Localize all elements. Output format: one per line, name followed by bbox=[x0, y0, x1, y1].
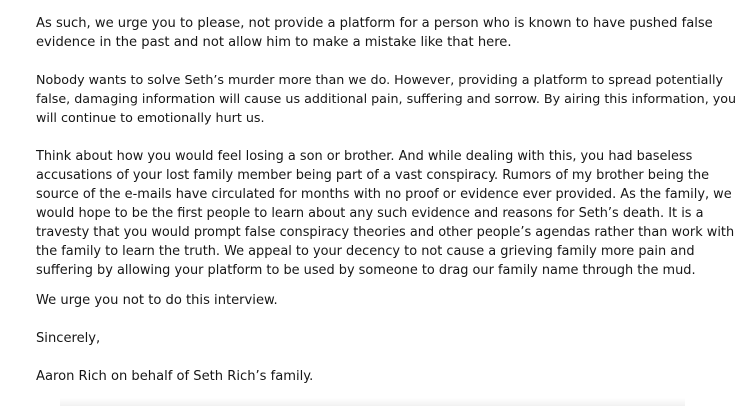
text-line: Aaron Rich on behalf of Seth Rich’s family. bbox=[36, 369, 314, 384]
text-line: suffering by allowing your platform to be used by someone to drag our family name through the mud. bbox=[36, 263, 696, 278]
text-line: evidence in the past and not allow him to make a mistake like that here. bbox=[36, 35, 512, 50]
page-bottom-shadow bbox=[60, 398, 685, 406]
text-line: accusations of your lost family member being part of a vast conspiracy. Rumors of my brother being the bbox=[36, 168, 710, 183]
text-line: source of the e-mails have circulated for months with no proof or evidence ever provided. As the family, we bbox=[36, 187, 732, 202]
text-line: false, damaging information will cause us additional pain, suffering and sorrow. By airing this information, you bbox=[36, 91, 737, 106]
paragraph-urge-no-interview bbox=[36, 291, 278, 310]
paragraph-solve-murder bbox=[36, 70, 736, 127]
text-line: We urge you not to do this interview. bbox=[36, 293, 278, 308]
text-line: would hope to be the first people to learn about any such evidence and reasons for Seth’s death. It is a bbox=[36, 206, 704, 221]
text-line: Think about how you would feel losing a son or brother. And while dealing with this, you had baseless bbox=[36, 149, 693, 164]
text-line: the family to learn the truth. We appeal to your decency to not cause a grieving family more pain and bbox=[36, 244, 695, 259]
paragraph-urge-no-platform bbox=[36, 14, 713, 52]
text-line: will continue to emotionally hurt us. bbox=[36, 110, 265, 125]
signature-line bbox=[36, 367, 313, 386]
text-line: travesty that you would prompt false conspiracy theories and other people’s agendas rather than work with bbox=[36, 225, 735, 240]
closing-sincerely bbox=[36, 329, 100, 348]
text-line: Sincerely, bbox=[36, 331, 101, 346]
text-line: Nobody wants to solve Seth’s murder more than we do. However, providing a platform to spread potentially bbox=[36, 72, 724, 87]
text-line: As such, we urge you to please, not provide a platform for a person who is known to have pushed false bbox=[36, 16, 713, 31]
paragraph-think-about bbox=[36, 147, 734, 280]
